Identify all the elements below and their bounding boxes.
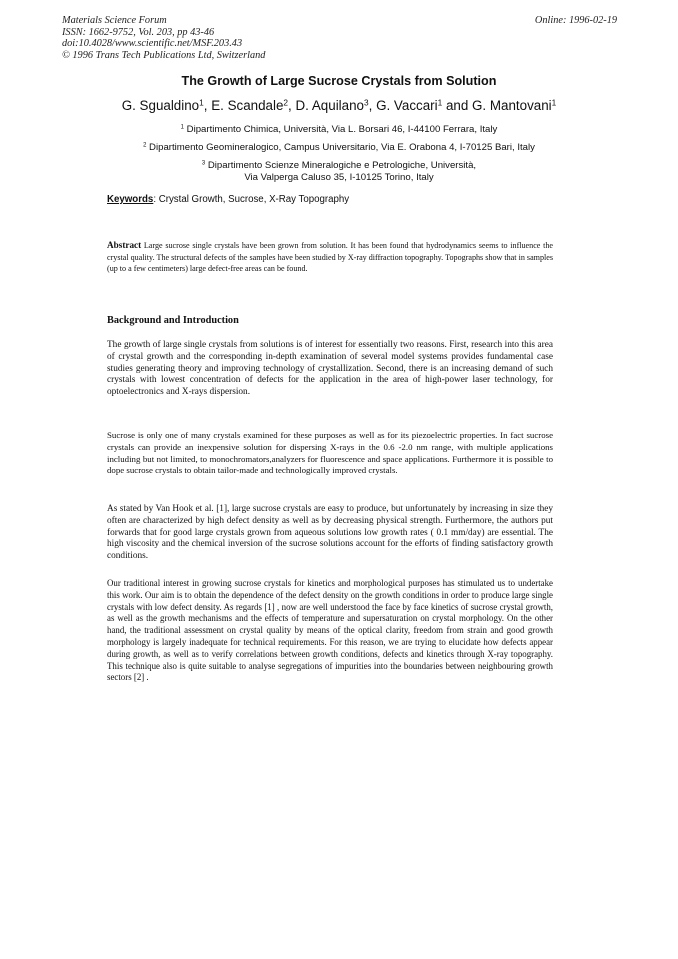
body-paragraph-3: As stated by Van Hook et al. [1], large sucrose crystals are easy to produce, but unfortunately by increasing in size they often are characterized by high defect density as well as by decreasing physical strength. Furthermore, the authors put forwards that for good large crystals grown from aqueous solutions low growth rates ( 0.1 mm/day) are essential. The high viscosity and the chemical inversion of the sucrose solutions account for the efforts of finding satisfactory growth conditions.: [107, 504, 553, 562]
affiliation-number: 2: [143, 142, 147, 149]
author-name: G. Sgualdino: [121, 98, 200, 113]
keywords-text: Crystal Growth, Sucrose, X-Ray Topography: [158, 194, 350, 205]
author-list: [0, 98, 678, 113]
author-name: E. Scandale: [211, 98, 284, 113]
author-affiliation-marker: 1: [551, 97, 557, 108]
author-affiliation-marker: 1: [199, 97, 204, 108]
author-separator: and: [442, 98, 473, 113]
affiliation-number: 1: [180, 124, 184, 131]
author-name: G. Vaccari: [376, 98, 438, 113]
affiliation-1: [0, 124, 678, 136]
abstract-label: Abstract: [107, 240, 142, 250]
affiliation-3: [0, 160, 678, 184]
author-name: G. Mantovani: [472, 98, 552, 113]
keywords-line: [107, 194, 349, 205]
journal-header: [62, 15, 265, 61]
doi-line[interactable]: doi:10.4028/www.scientific.net/MSF.203.43: [62, 38, 243, 50]
abstract-block: [107, 240, 553, 275]
author-separator: ,: [368, 98, 377, 113]
issn-line: ISSN: 1662-9752, Vol. 203, pp 43-46: [62, 26, 215, 38]
affiliation-text: Dipartimento Chimica, Università, Via L. Borsari 46, I-44100 Ferrara, Italy: [186, 124, 498, 135]
body-paragraph-2: Sucrose is only one of many crystals examined for these purposes as well as for its piezoelectric properties. In fact sucrose crystals can provide an inexpensive solution for dispersing X-rays in the 0.6 -2.0 nm range, with multiple applications including but not limited, to monochromators,analyzers for fluorescence and space applications. Furthermore it is possible to dope sucrose crystals to obtain tailor-made and technologically improved crystals.: [107, 430, 553, 476]
body-paragraph-4: Our traditional interest in growing sucrose crystals for kinetics and morphological purposes has stimulated us to undertake this work. Our aim is to obtain the dependence of the defect density on the growth conditions in order to produce large single crystals with low defect density. As regards [1] , now are well understood the face by face kinetics of sucrose crystal growth, as well as the growth mechanisms and the effects of temperature and supersaturation on crystal morphology. On the other hand, the traditional assessment on crystal quality by means of the optical clarity, freedom from strain and good growth morphology is largely inadequate for technical requirements. For this reason, we are trying to elucidate how defects appear during growth, as well as to verify correlations between growth conditions, defects and kinetics through X-ray topography. This technique also is quite suitable to analyse segregations of impurities into the boundaries between neighbouring growth sectors [2] .: [107, 578, 553, 683]
body-paragraph-1: The growth of large single crystals from solutions is of interest for essentially two reasons. First, research into this area of crystal growth and the corresponding in-depth examination of several model systems provides fundamental case studies generating theory and improving technology of crystallization. Second, there is an increasing demand of such crystals with lowest concentration of defects for the application in the area of high-power laser technology, for optoelectronics and X-rays dispersion.: [107, 340, 553, 398]
affiliation-text: Dipartimento Scienze Mineralogiche e Petrologiche, Università,: [207, 160, 477, 171]
author-affiliation-marker: 2: [283, 97, 289, 108]
section-heading: Background and Introduction: [107, 315, 239, 326]
author-affiliation-marker: 3: [364, 97, 369, 108]
copyright-line: © 1996 Trans Tech Publications Ltd, Switzerland: [62, 49, 266, 61]
paper-title: The Growth of Large Sucrose Crystals from Solution: [181, 74, 497, 88]
online-date: Online: 1996-02-19: [534, 15, 617, 26]
affiliation-2: [0, 142, 678, 154]
author-affiliation-marker: 1: [437, 97, 443, 108]
author-separator: ,: [203, 98, 212, 113]
author-separator: ,: [288, 98, 296, 113]
journal-name: Materials Science Forum: [62, 15, 167, 26]
abstract-text: Large sucrose single crystals have been grown from solution. It has been found that hydrodynamics seems to influence the crystal quality. The structural defects of the samples have been studied by X-ray diffraction topography. Topographs show that in samples (up to a few centimeters) large defect-free areas can be found.: [107, 241, 553, 274]
affiliation-text-line2: Via Valperga Caluso 35, I-10125 Torino, Italy: [244, 172, 434, 183]
keywords-colon: :: [153, 194, 157, 205]
author-name: D. Aquilano: [295, 98, 364, 113]
affiliation-number: 3: [201, 160, 206, 167]
affiliation-text: Dipartimento Geomineralogico, Campus Universitario, Via E. Orabona 4, I-70125 Bari, Italy: [149, 142, 535, 153]
keywords-label: Keywords: [107, 194, 154, 205]
